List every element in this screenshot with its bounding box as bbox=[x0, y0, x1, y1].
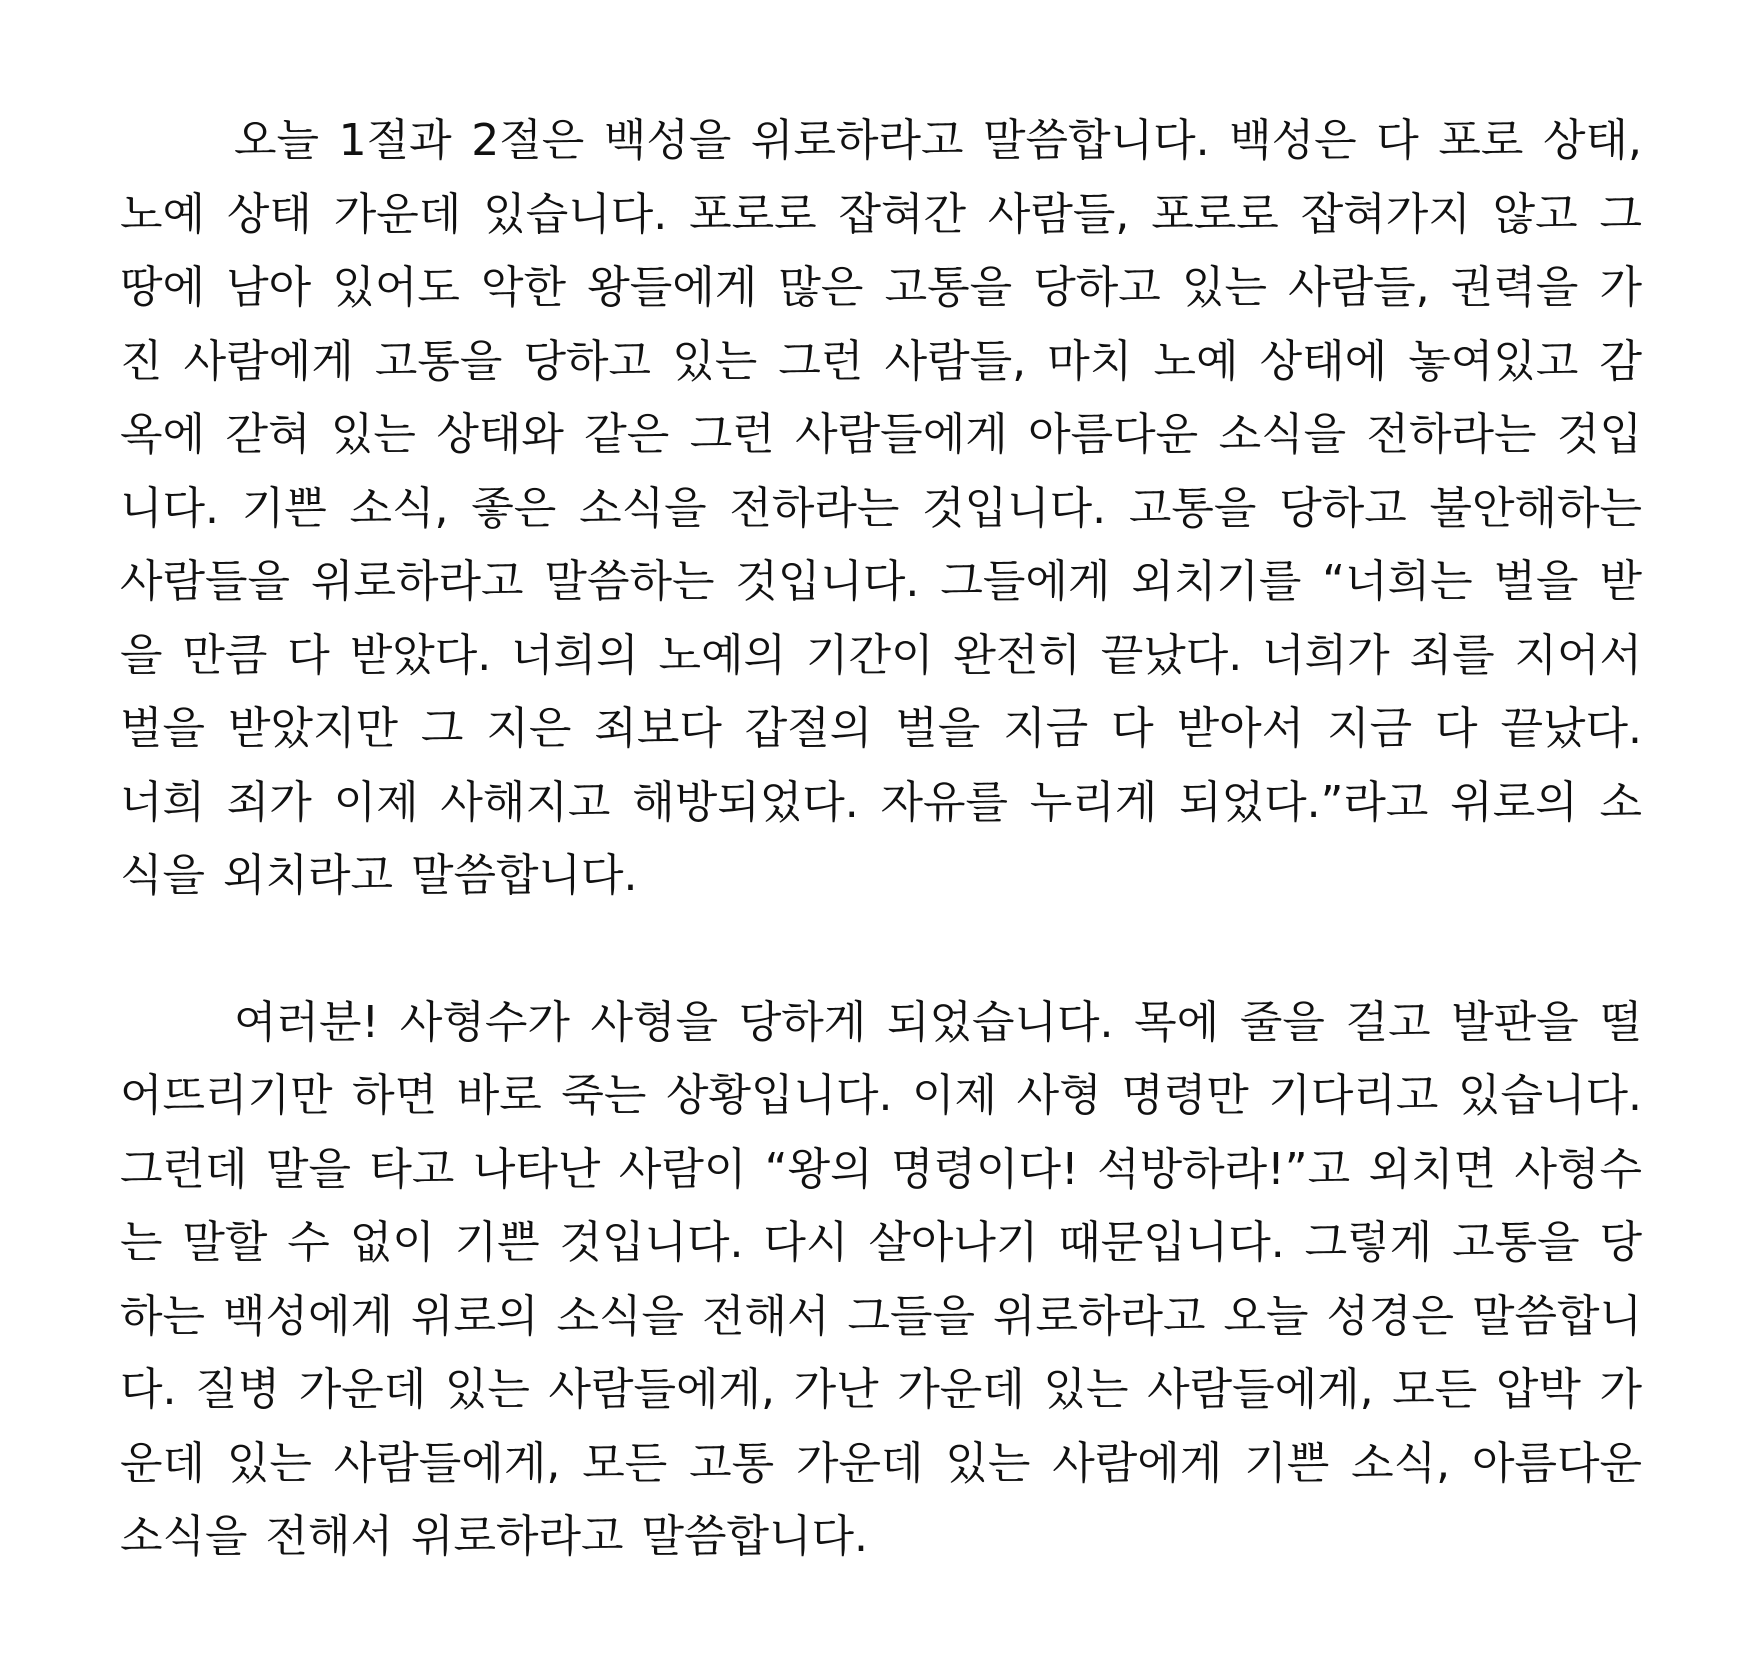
paragraph-1: 오늘 1절과 2절은 백성을 위로하라고 말씀합니다. 백성은 다 포로 상태, 노예 상태 가운데 있습니다. 포로로 잡혀간 사람들, 포로로 잡혀가지 않고 그 땅에 남아 있어도 악한 왕들에게 많은 고통을 당하고 있는 사람들, 권력을 가진 사람에게 고통을 당하고 있는 그런 사람들, 마치 노예 상태에 놓여있고 감옥에 갇혀 있는 상태와 같은 그런 사람들에게 아름다운 소식을 전하라는 것입니다. 기쁜 소식, 좋은 소식을 전하라는 것입니다. 고통을 당하고 불안해하는 사람들을 위로하라고 말씀하는 것입니다. 그들에게 외치기를 “너희는 벌을 받을 만큼 다 받았다. 너희의 노예의 기간이 완전히 끝났다. 너희가 죄를 지어서 벌을 받았지만 그 지은 죄보다 갑절의 벌을 지금 다 받아서 지금 다 끝났다. 너희 죄가 이제 사해지고 해방되었다. 자유를 누리게 되었다.”라고 위로의 소식을 외치라고 말씀합니다. bbox=[120, 115, 1642, 901]
document-page bbox=[120, 104, 1642, 1574]
paragraph-2: 여러분! 사형수가 사형을 당하게 되었습니다. 목에 줄을 걸고 발판을 떨어뜨리기만 하면 바로 죽는 상황입니다. 이제 사형 명령만 기다리고 있습니다. 그런데 말을 타고 나타난 사람이 “왕의 명령이다! 석방하라!”고 외치면 사형수는 말할 수 없이 기쁜 것입니다. 다시 살아나기 때문입니다. 그렇게 고통을 당하는 백성에게 위로의 소식을 전해서 그들을 위로하라고 오늘 성경은 말씀합니다. 질병 가운데 있는 사람들에게, 가난 가운데 있는 사람들에게, 모든 압박 가운데 있는 사람들에게, 모든 고통 가운데 있는 사람에게 기쁜 소식, 아름다운 소식을 전해서 위로하라고 말씀합니다. bbox=[120, 996, 1643, 1562]
